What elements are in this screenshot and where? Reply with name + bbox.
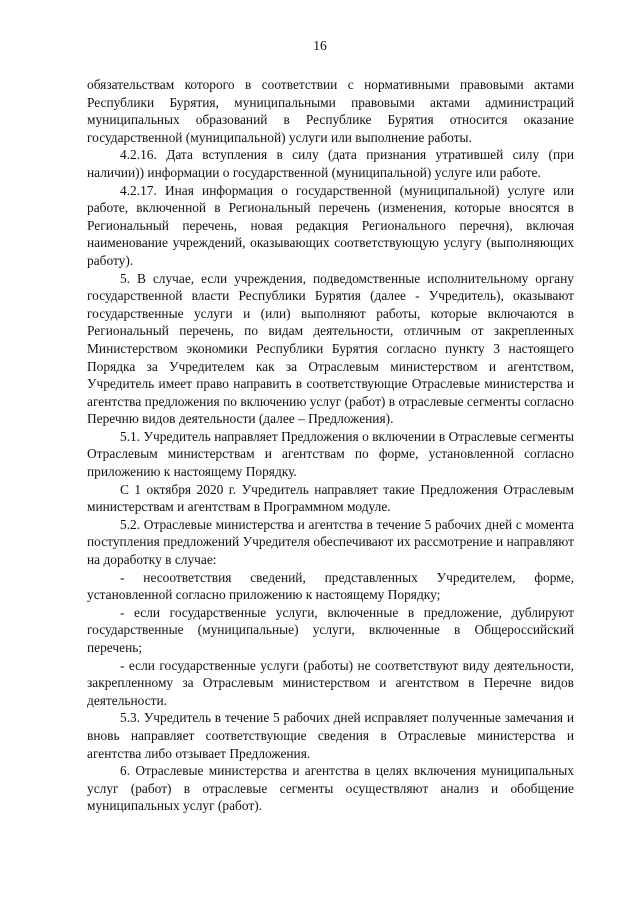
paragraph-5-1-programmodule: С 1 октября 2020 г. Учредитель направляет такие Предложения Отраслевым министерствам и агентствам в Программном модуле. bbox=[87, 481, 574, 515]
list-item-duplication: - если государственные услуги, включенные в предложение, дублируют государственные (муниципальные) услуги, включенные в Общероссийский перечень; bbox=[87, 604, 574, 655]
paragraph-4-2-17: 4.2.17. Иная информация о государственной (муниципальной) услуге или работе, включенной в Региональный перечень (изменения, которые вносятся в Региональный перечень, новая редакция Регионального перечня), включая наименование учреждений, оказывающих соответствующую услугу (выполняющих работу). bbox=[87, 182, 574, 268]
paragraph-continuation: обязательствам которого в соответствии с нормативными правовыми актами Республики Бурятия, муниципальными правовыми актами администраций муниципальных образований в Республике Бурятия относится оказание государственной (муниципальной) услуги или выполнение работы. bbox=[87, 77, 574, 145]
paragraph-5-1: 5.1. Учредитель направляет Предложения о включении в Отраслевые сегменты Отраслевым министерствам и агентствам по форме, установленной согласно приложению к настоящему Порядку. bbox=[87, 428, 574, 480]
paragraph-6: 6. Отраслевые министерства и агентства в целях включения муниципальных услуг (работ) в отраслевые сегменты осуществляют анализ и обобщение муниципальных услуг (работ). bbox=[87, 763, 574, 814]
paragraph-5-2: 5.2. Отраслевые министерства и агентства в течение 5 рабочих дней с момента поступления предложений Учредителя обеспечивают их рассмотрение и направляют на доработку в случае: bbox=[87, 516, 574, 568]
paragraph-5-3: 5.3. Учредитель в течение 5 рабочих дней исправляет полученные замечания и вновь направляет соответствующие сведения в Отраслевые министерства и агентства либо отзывает Предложения. bbox=[87, 710, 574, 761]
page-number: 16 bbox=[313, 38, 327, 53]
paragraph-4-2-16: 4.2.16. Дата вступления в силу (дата признания утратившей силу (при наличии)) информации о государственной (муниципальной) услуге или работе. bbox=[87, 147, 574, 180]
paragraph-5: 5. В случае, если учреждения, подведомственные исполнительному органу государственной власти Республики Бурятия (далее - Учредитель), оказывают государственные услуги и (или) выполняют работы, которые включаются в Региональный перечень, по видам деятельности, отличным от закрепленных Министерством экономики Республики Бурятия согласно пункту 3 настоящего Порядка за Учредителем как за Отраслевым министерством и агентством, Учредитель имеет право направить в соответствующие Отраслевые министерства и агентства предложения по включению услуг (работ) в отраслевые сегменты согласно Перечню видов деятельности (далее – Предложения). bbox=[87, 270, 574, 427]
list-item-mismatch: - если государственные услуги (работы) не соответствуют виду деятельности, закрепленному за Отраслевым министерством и агентством в Перечне видов деятельности. bbox=[87, 657, 574, 708]
document-body bbox=[87, 76, 574, 815]
list-item-nonconformity: - несоответствия сведений, представленных Учредителем, форме, установленной согласно приложению к настоящему Порядку; bbox=[87, 569, 574, 603]
